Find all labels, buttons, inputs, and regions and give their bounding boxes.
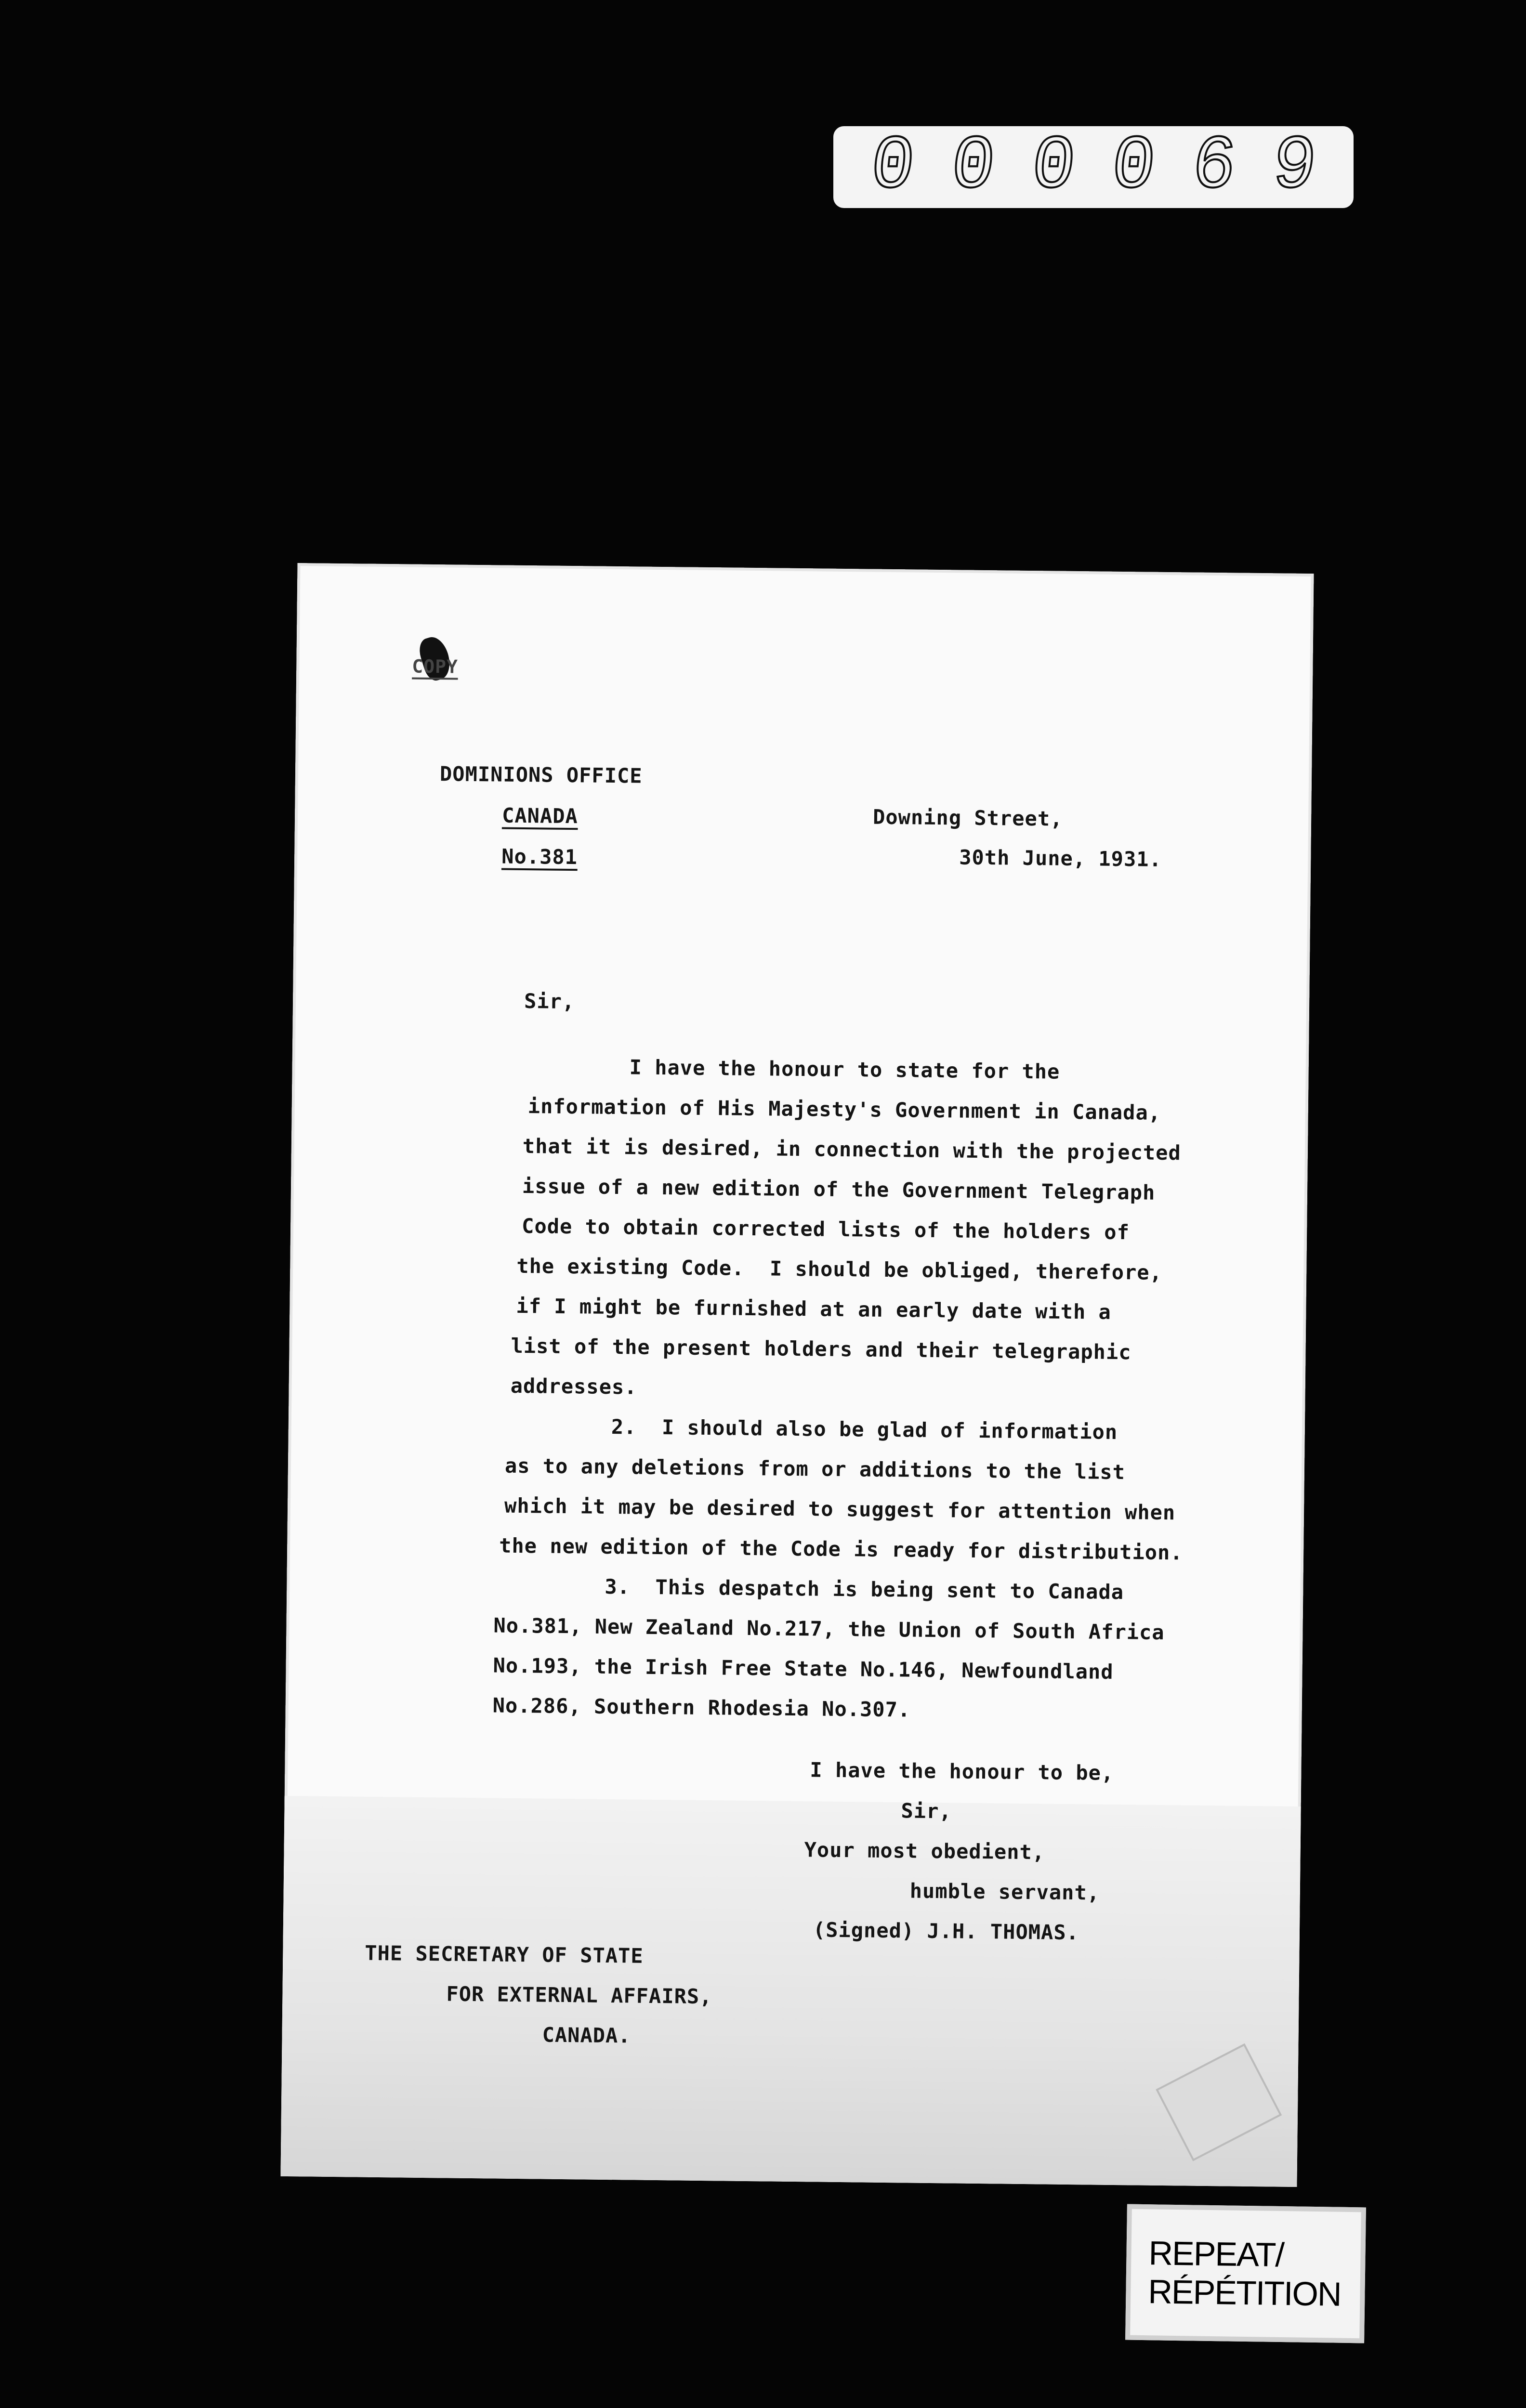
sender-address: Downing Street, — [872, 805, 1063, 831]
body-line: No.193, the Irish Free State No.146, Newfoundland — [493, 1653, 1114, 1684]
frame-number-counter — [833, 126, 1354, 208]
body-line: 3. This despatch is being sent to Canada — [605, 1574, 1124, 1604]
body-line: Code to obtain corrected lists of the holders of — [521, 1214, 1130, 1244]
addressee-line: FOR EXTERNAL AFFAIRS, — [446, 1982, 712, 2009]
copy-stamp: COPY — [412, 655, 459, 678]
body-line: list of the present holders and their telegraphic — [511, 1334, 1131, 1364]
body-line: as to any deletions from or additions to the list — [504, 1453, 1126, 1484]
body-line: if I might be furnished at an early date with a — [516, 1294, 1112, 1324]
closing-line: Your most obedient, — [804, 1838, 1045, 1864]
body-line: the new edition of the Code is ready for distribution. — [499, 1533, 1183, 1565]
body-line: 2. I should also be glad of information — [611, 1414, 1118, 1444]
salutation: Sir, — [524, 989, 575, 1014]
addressee-line: CANADA. — [542, 2023, 631, 2048]
body-line: information of His Majesty's Government in Canada, — [527, 1094, 1161, 1125]
body-line: No.381, New Zealand No.217, the Union of South Africa — [493, 1613, 1165, 1645]
addressee-line: THE SECRETARY OF STATE — [365, 1941, 644, 1968]
body-line: issue of a new edition of the Government Telegraph — [522, 1174, 1156, 1204]
closing-line: I have the honour to be, — [810, 1758, 1114, 1785]
frame-digit: 0 — [947, 124, 1000, 210]
body-line: No.286, Southern Rhodesia No.307. — [492, 1693, 911, 1722]
closing-line: humble servant, — [909, 1879, 1100, 1905]
repeat-label — [1125, 2204, 1366, 2343]
paper-shading — [281, 1796, 1301, 2187]
signature-line: (Signed) J.H. THOMAS. — [813, 1918, 1079, 1945]
body-line: I have the honour to state for the — [629, 1055, 1060, 1084]
repeat-label-fr: RÉPÉTITION — [1147, 2273, 1342, 2313]
frame-digit: 0 — [1027, 124, 1080, 210]
letter-date: 30th June, 1931. — [959, 845, 1162, 871]
country-heading: CANADA — [501, 803, 579, 828]
body-line: the existing Code. I should be obliged, therefore, — [516, 1254, 1163, 1284]
body-line: which it may be desired to suggest for attention when — [504, 1493, 1176, 1525]
frame-digit: 9 — [1268, 124, 1320, 210]
closing-line: Sir, — [901, 1799, 952, 1823]
letter-page — [281, 563, 1314, 2187]
body-line: addresses. — [510, 1374, 637, 1399]
despatch-number: No.381 — [501, 844, 578, 869]
repeat-label-en: REPEAT/ — [1148, 2234, 1284, 2274]
frame-digit: 0 — [1107, 124, 1160, 210]
frame-digit: 0 — [866, 124, 919, 210]
body-line: that it is desired, in connection with the projected — [522, 1134, 1182, 1165]
office-heading: DOMINIONS OFFICE — [439, 762, 643, 788]
frame-digit: 6 — [1187, 124, 1240, 210]
